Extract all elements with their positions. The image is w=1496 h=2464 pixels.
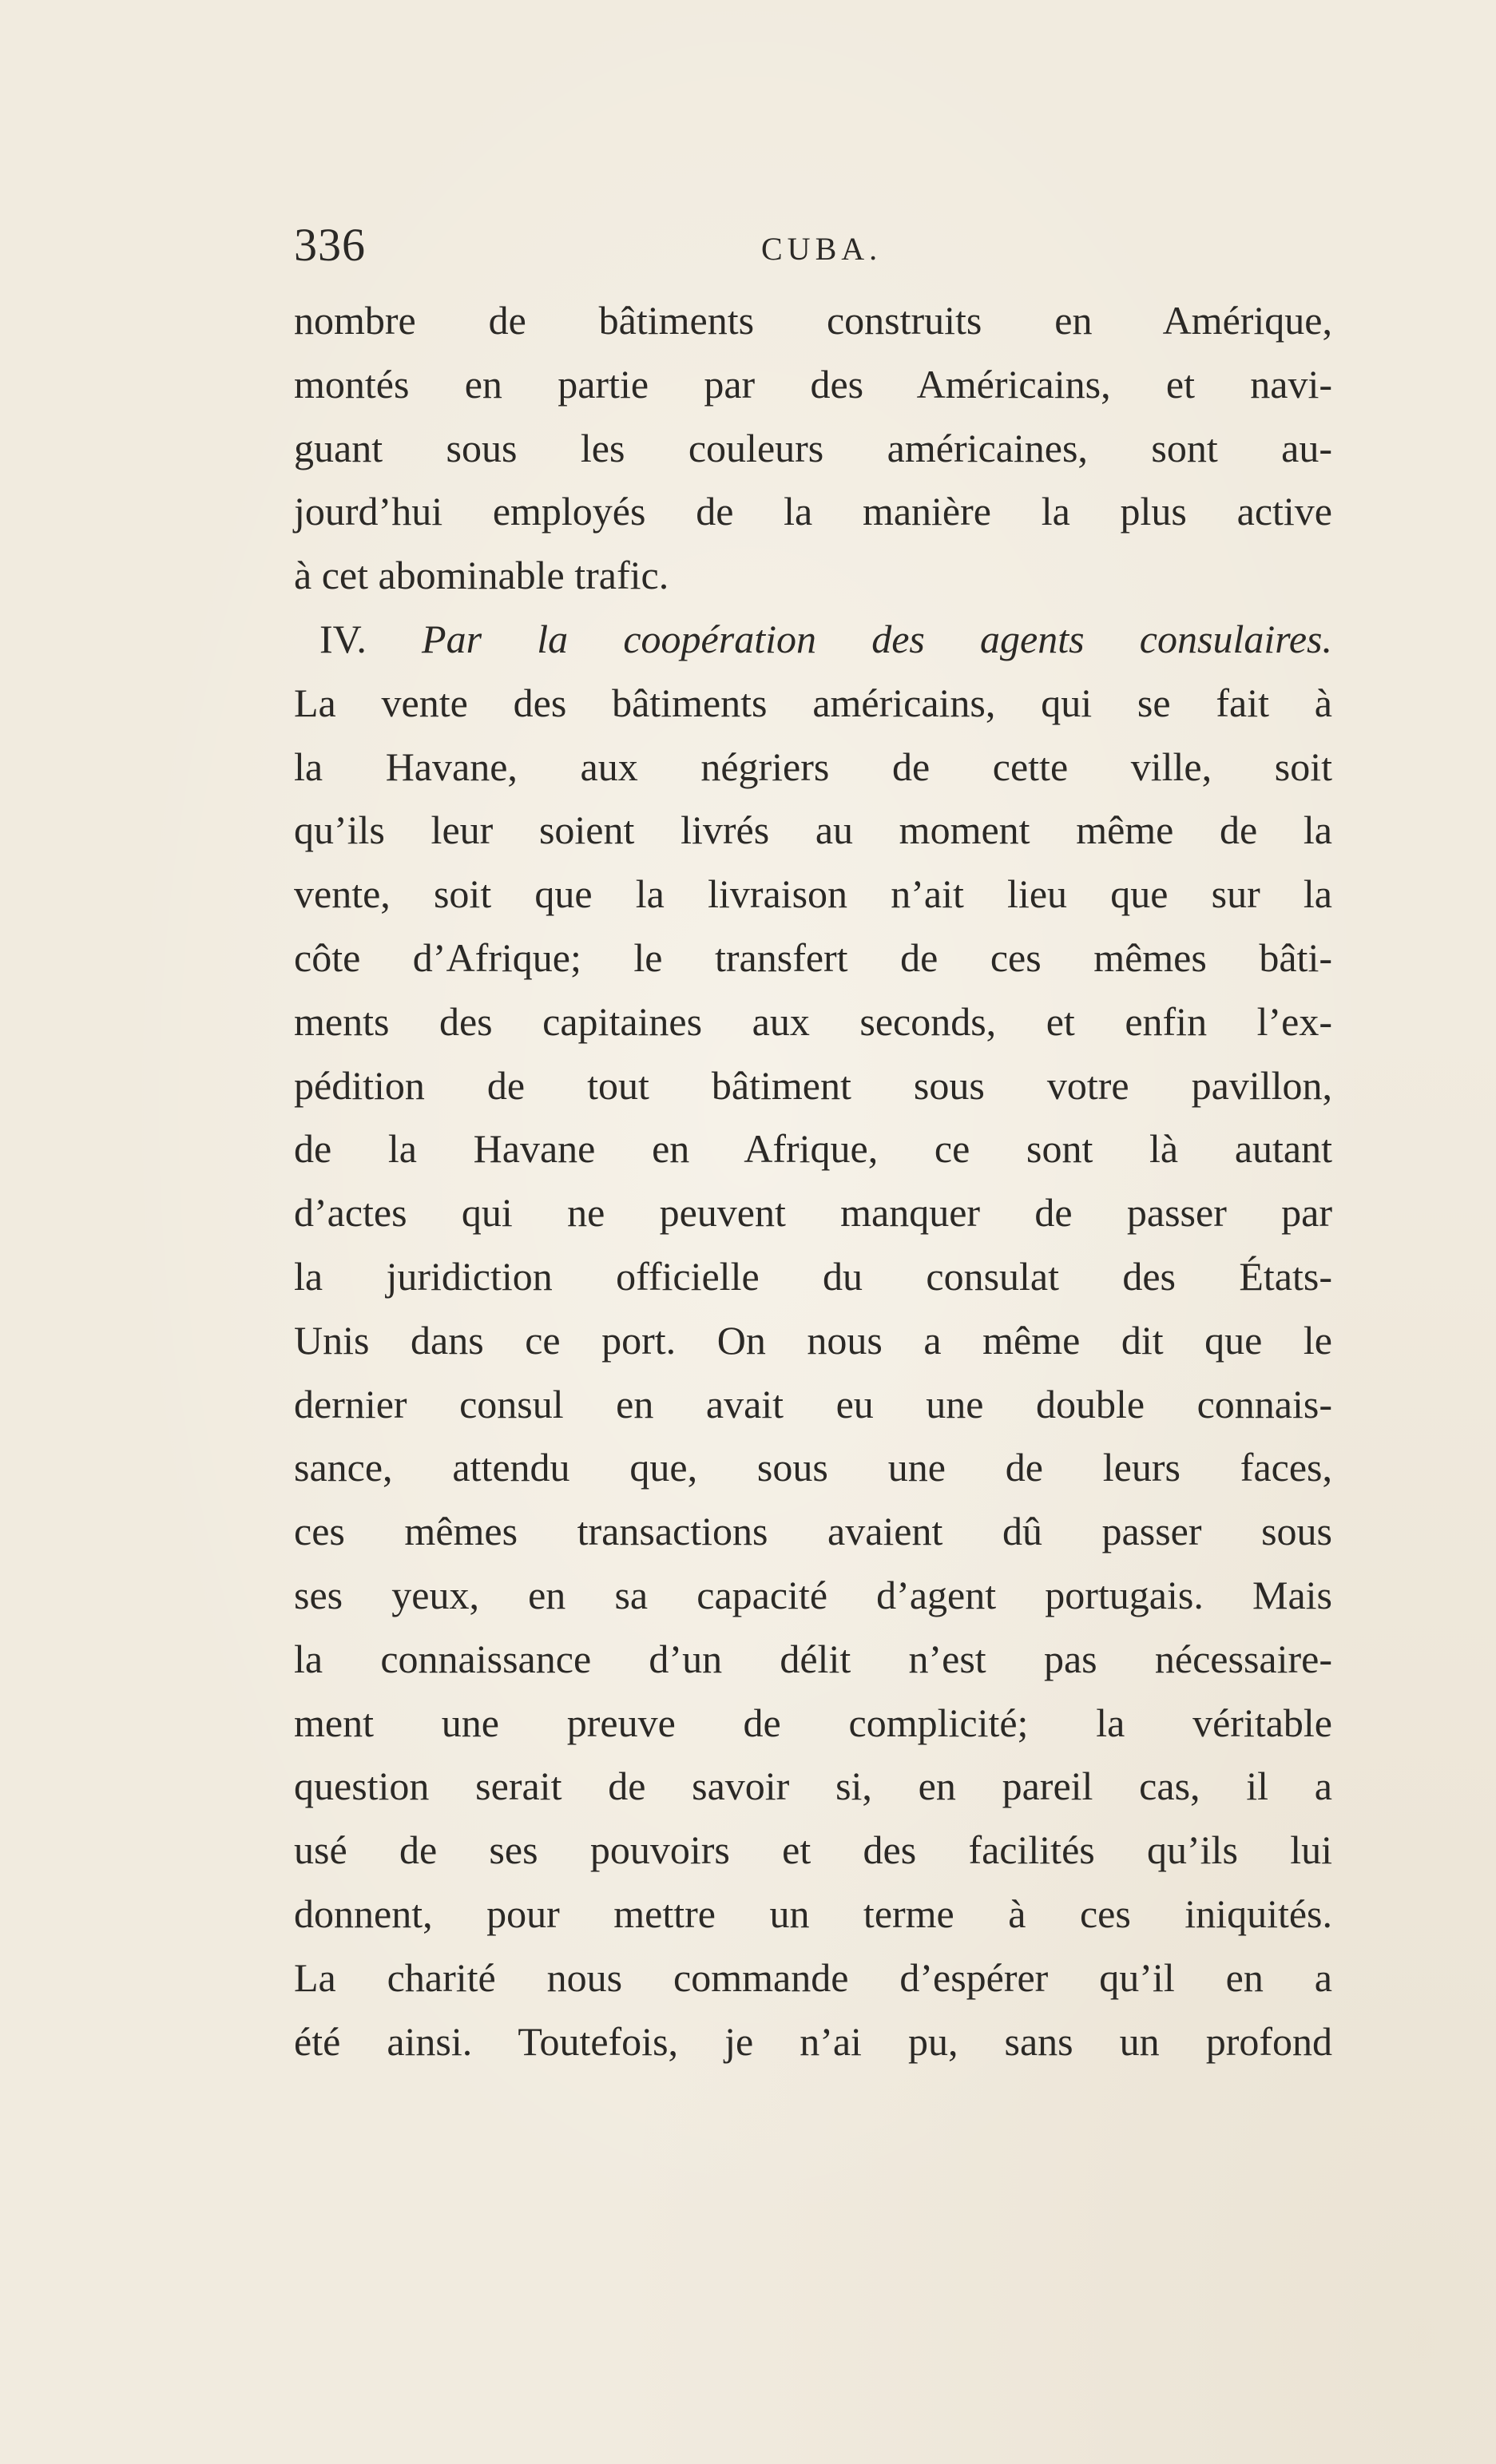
- text-line: question serait de savoir si, en pareil cas, il a: [294, 1764, 1332, 1809]
- body-text: [294, 289, 1332, 2073]
- text-line: de la Havane en Afrique, ce sont là autant: [294, 1126, 1332, 1172]
- text-line: vente, soit que la livraison n’ait lieu que sur la: [294, 871, 1332, 917]
- text-line: côte d’Afrique; le transfert de ces mêmes bâti-: [294, 934, 1332, 980]
- text-line: ces mêmes transactions avaient dû passer sous: [294, 1509, 1332, 1554]
- text-line: pédition de tout bâtiment sous votre pavillon,: [294, 1062, 1332, 1108]
- text-line: sance, attendu que, sous une de leurs faces,: [294, 1445, 1332, 1490]
- text-line: d’actes qui ne peuvent manquer de passer par: [294, 1190, 1332, 1236]
- text-line: la Havane, aux négriers de cette ville, soit: [294, 744, 1332, 789]
- text-line: la connaissance d’un délit n’est pas nécessaire-: [294, 1636, 1332, 1681]
- text-line: La charité nous commande d’espérer qu’il en a: [294, 1954, 1332, 2000]
- text-line: nombre de bâtiments construits en Amérique,: [294, 298, 1332, 343]
- section-title: Par la coopération des agents consulaires.: [422, 616, 1332, 661]
- text-line: montés en partie par des Américains, et navi-: [294, 361, 1332, 407]
- text-line: à cet abominable trafic.: [294, 553, 669, 598]
- text-line: guant sous les couleurs américaines, sont au-: [294, 425, 1332, 470]
- text-line: ments des capitaines aux seconds, et enfin l’ex-: [294, 998, 1332, 1044]
- section-number: IV.: [319, 616, 367, 661]
- text-line: ses yeux, en sa capacité d’agent portugais. Mais: [294, 1572, 1332, 1617]
- section-heading-line: [294, 608, 1332, 672]
- text-line: été ainsi. Toutefois, je n’ai pu, sans un profond: [294, 2018, 1332, 2064]
- text-line: La vente des bâtiments américains, qui se fait à: [294, 680, 1332, 725]
- running-title: CUBA.: [761, 231, 883, 267]
- text-line: ment une preuve de complicité; la véritable: [294, 1700, 1332, 1745]
- text-line: la juridiction officielle du consulat des États-: [294, 1253, 1332, 1299]
- page-number: 336: [294, 219, 366, 271]
- text-line: qu’ils leur soient livrés au moment même de la: [294, 807, 1332, 853]
- text-line: dernier consul en avait eu une double connais-: [294, 1381, 1332, 1426]
- text-line: jourd’hui employés de la manière la plus active: [294, 489, 1332, 534]
- text-line: usé de ses pouvoirs et des facilités qu’ils lui: [294, 1827, 1332, 1873]
- running-head: [294, 217, 1332, 273]
- text-line: donnent, pour mettre un terme à ces iniquités.: [294, 1891, 1332, 1936]
- text-line: Unis dans ce port. On nous a même dit que le: [294, 1317, 1332, 1363]
